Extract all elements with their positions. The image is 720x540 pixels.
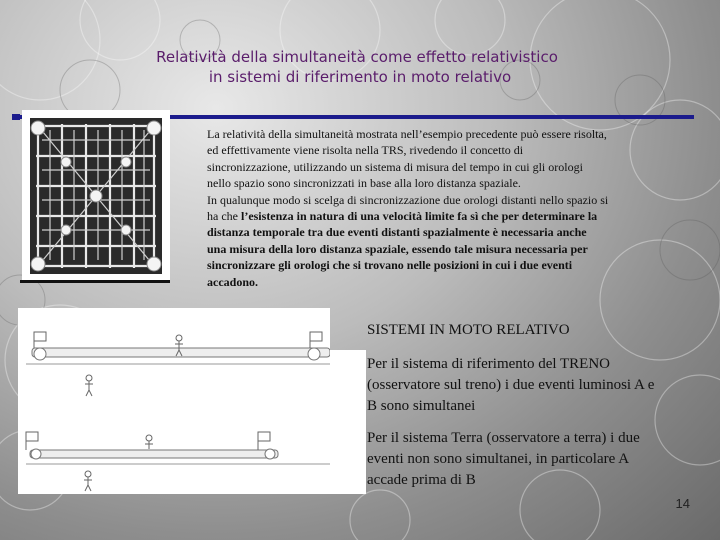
lamp-flag: [258, 432, 270, 441]
lattice-of-clocks-picture: [22, 110, 170, 282]
paragraph-line: ed effettivamente viene risolta nella TRS, rivedendo il concetto di: [207, 143, 524, 158]
clock-lattice-image: [22, 110, 170, 282]
scene-extension: [330, 350, 366, 494]
paragraph-bold-text: sincronizzare gli orologi che si trovano nelle posizioni in cui i due eventi: [207, 258, 573, 273]
train-bottom: [30, 449, 278, 459]
paragraph-line: [207, 241, 685, 257]
explanation-paragraph: [207, 126, 685, 290]
paragraph-line: [207, 257, 685, 273]
lamp-flag: [310, 332, 322, 341]
lamp-flag: [26, 432, 38, 441]
earth-frame-paragraph: Per il sistema Terra (osservatore a terra) i due eventi non sono simultanei, in particolare A accade prima di B: [367, 430, 640, 488]
paragraph-bold-text: accadono.: [207, 274, 258, 289]
title-divider-end: [12, 114, 20, 120]
slide-title-line1: Relatività della simultaneità come effetto relativistico: [156, 48, 558, 66]
paragraph-line: In qualunque modo si scelga di sincronizzazione due orologi distanti nello spazio si: [207, 192, 609, 207]
train-scene-picture: [18, 308, 330, 494]
paragraph-line: [207, 274, 685, 290]
paragraph-line: sincronizzazione, utilizzando un sistema di misura del tempo in cui gli orologi: [207, 159, 583, 174]
paragraph-line: La relatività della simultaneità mostrata nell’esempio precedente può essere risolta,: [207, 127, 607, 141]
section-heading: SISTEMI IN MOTO RELATIVO: [367, 322, 570, 338]
paragraph-plain-prefix: ha che: [207, 209, 241, 224]
paragraph-bold-text: distanza temporale tra due eventi distanti spazialmente è necessaria anche: [207, 225, 587, 240]
image-underline: [20, 280, 170, 283]
train-scene-image: [18, 308, 330, 494]
paragraph-line: nello spazio sono sincronizzati in base alla loro distanza spaziale.: [207, 176, 521, 191]
page-number: 14: [675, 496, 690, 511]
paragraph-line: [207, 224, 685, 240]
slide-title-line2: in sistemi di riferimento in moto relativo: [208, 68, 512, 86]
paragraph-bold-text: l’esistenza in natura di una velocità limite fa sì che per determinare la: [240, 209, 598, 224]
train-frame-paragraph: Per il sistema di riferimento del TRENO (osservatore sul treno) i due eventi luminosi A e B sono simultanei: [367, 356, 655, 414]
paragraph-bold-text: una misura della loro distanza spaziale, essendo tale misura necessaria per: [207, 241, 588, 256]
lamp-flag: [34, 332, 46, 341]
paragraph-line: [207, 208, 685, 224]
